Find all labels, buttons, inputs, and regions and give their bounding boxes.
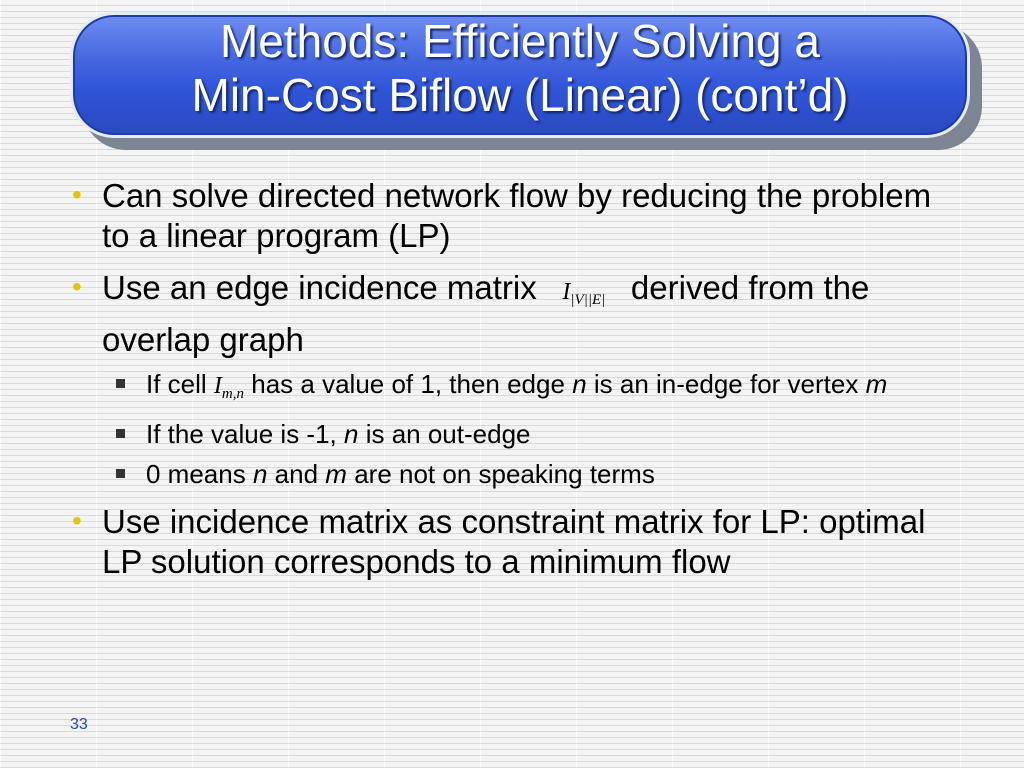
math-incidence-matrix [546,271,622,307]
bullet-dot-icon: • [72,271,82,302]
sub-bullet-text: If cell [146,369,207,399]
page-number: 33 [70,716,88,733]
bullet-text: Use incidence matrix as constraint matrix for LP: optimal LP solution corresponds to a minimum flow [102,503,926,580]
sub-bullet-text: is an out-edge [365,419,531,449]
bullet-text: Use an edge incidence matrix [102,269,537,306]
var-n: n [572,369,587,399]
title-line-1: Methods: Efficiently Solving a [219,15,821,67]
sub-bullet-text: and [274,459,319,489]
bullet-text: Can solve directed network flow by reducing the problem to a linear program (LP) [102,177,932,254]
sub-bullet-item [66,458,966,490]
var-m: m [325,459,347,489]
sub-bullet-item [66,418,966,450]
bullet-item [66,268,966,360]
square-bullet-icon [116,469,125,478]
var-n: n [252,459,268,489]
var-m: m [865,369,888,399]
sub-bullet-text: If the value is -1, [146,419,337,449]
math-base: I [562,279,571,305]
math-subscript: m,n [221,386,245,402]
bullet-item [66,502,966,582]
slide-content [66,176,966,594]
bullet-item [66,176,966,256]
bullet-text: derived from the overlap graph [102,269,870,358]
title-line-2: Min-Cost Biflow (Linear) (cont’d) [191,69,849,121]
square-bullet-icon [116,429,125,438]
sub-bullet-text: is an in-edge for vertex [593,369,859,399]
square-bullet-icon [116,379,125,388]
slide-title [70,14,970,122]
sub-bullet-item [66,368,966,410]
bullet-dot-icon: • [72,505,82,536]
math-subscript: |V||E| [570,292,606,308]
var-n: n [344,419,359,449]
math-cell [213,370,245,402]
sub-bullet-text: 0 means [146,459,246,489]
sub-bullet-text: are not on speaking terms [354,459,655,489]
sub-bullet-text: has a value of 1, then edge [251,369,565,399]
math-base: I [213,373,222,399]
bullet-dot-icon: • [72,179,82,210]
